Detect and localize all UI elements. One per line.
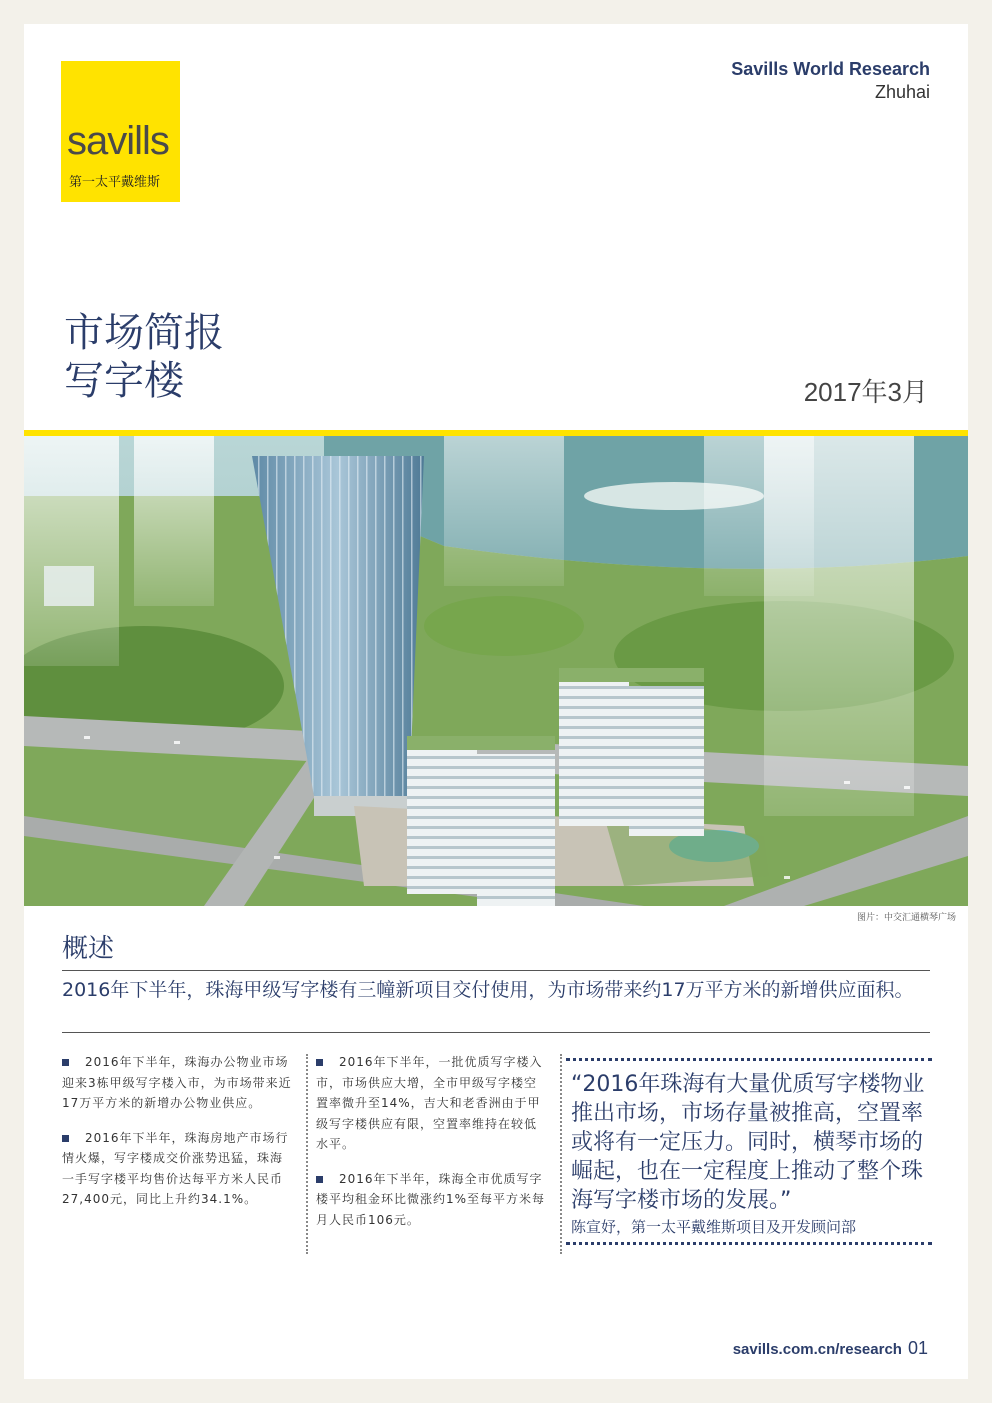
bullet-square-icon [62,1135,69,1142]
research-url[interactable]: savills.com.cn/research [732,1341,902,1358]
title-line-2: 写字楼 [64,358,184,404]
quote-author: 陈宣妤，第一太平戴维斯项目及开发顾问部 [571,1218,857,1236]
page-title [64,309,224,405]
image-caption: 图片：中交汇通横琴广场 [856,913,956,923]
bullets-column-1 [62,1052,294,1224]
overview-top-rule [62,970,930,971]
bullet-item: 2016年下半年，珠海房地产市场行情火爆，写字楼成交价涨势迅猛，珠海一手写字楼平均售价达每平方米人民币27,400元，同比上升约34.1%。 [62,1130,289,1206]
hero-image [24,436,968,906]
overview-heading: 概述 [62,934,115,964]
brand-title: Savills World Research [731,59,930,79]
quote-top-dots [566,1058,932,1061]
bullet-item: 2016年下半年，珠海全市优质写字楼平均租金环比微涨约1%至每平方米每月人民币106元。 [316,1171,546,1227]
report-date: 2017年3月 [803,377,928,407]
bullets-column-2 [316,1052,548,1244]
page-footer [733,1338,928,1359]
brand-header [731,59,930,103]
bullet-item: 2016年下半年，珠海办公物业市场迎来3栋甲级写字楼入市，为市场带来近17万平方米的新增办公物业供应。 [62,1055,292,1110]
hero-illustration [24,436,968,906]
bullet-square-icon [62,1059,69,1066]
column-divider [560,1054,562,1254]
overview-bottom-rule [62,1032,930,1033]
bullet-item: 2016年下半年，一批优质写字楼入市，市场供应大增，全市甲级写字楼空置率微升至14%，吉大和老香洲由于甲级写字楼供应有限，空置率维持在较低水平。 [316,1055,543,1151]
logo-chinese-name: 第一太平戴维斯 [69,175,161,190]
savills-logo [61,61,180,202]
brand-city: Zhuhai [874,82,930,102]
column-divider [306,1054,308,1254]
overview-lead: 2016年下半年，珠海甲级写字楼有三幢新项目交付使用，为市场带来约17万平方米的新增供应面积。 [62,979,914,1001]
report-page [24,24,968,1379]
pull-quote: “2016年珠海有大量优质写字楼物业推出市场，市场存量被推高，空置率或将有一定压力。同时，横琴市场的崛起，也在一定程度上推动了整个珠海写字楼市场的发展。” [571,1072,925,1213]
quote-bottom-dots [566,1242,932,1245]
page-number: 01 [907,1338,928,1358]
bullet-square-icon [316,1176,323,1183]
bullet-square-icon [316,1059,323,1066]
title-line-1: 市场简报 [64,310,224,356]
logo-wordmark: savills [67,119,169,163]
